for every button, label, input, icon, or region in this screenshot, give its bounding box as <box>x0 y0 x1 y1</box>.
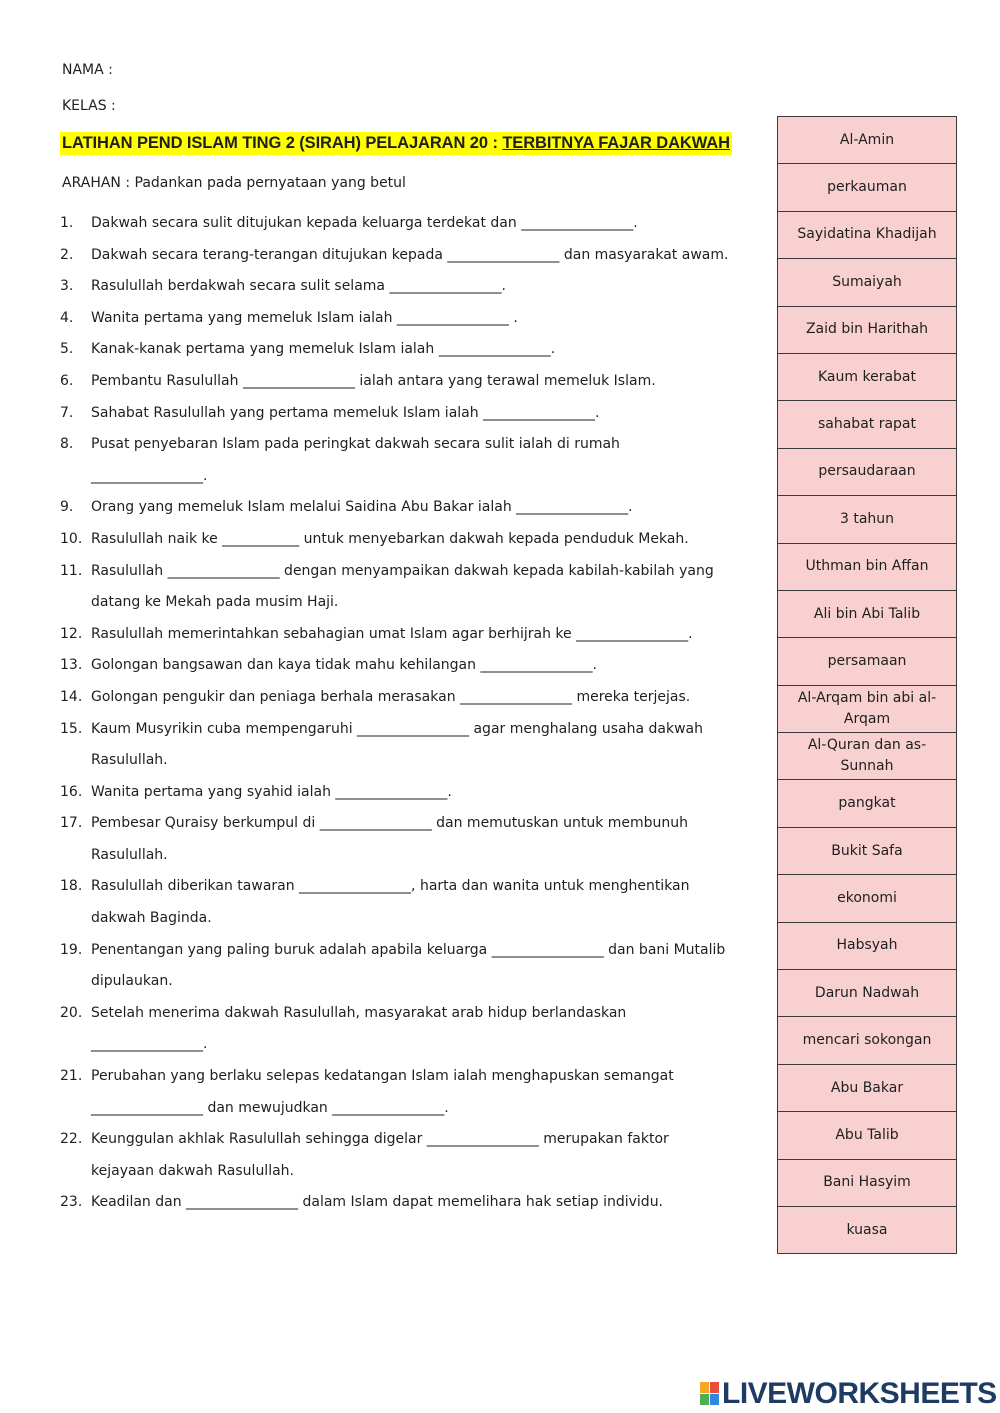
liveworksheets-logo-icon <box>700 1382 720 1406</box>
question-number: 23. <box>60 1194 83 1211</box>
question-line: dipulaukan. <box>91 973 173 990</box>
question-line: Keunggulan akhlak Rasulullah sehingga digelar ________________ merupakan faktor <box>91 1131 669 1148</box>
question-item <box>60 1124 760 1187</box>
question-number: 18. <box>60 878 83 895</box>
question-line: Sahabat Rasulullah yang pertama memeluk Islam ialah ________________. <box>91 404 600 421</box>
question-text <box>91 682 760 714</box>
question-number: 2. <box>60 246 74 263</box>
word-bank-item[interactable]: Ali bin Abi Talib <box>778 591 956 638</box>
question-line: Setelah menerima dakwah Rasulullah, masyarakat arab hidup berlandaskan <box>91 1004 627 1021</box>
question-line: Pusat penyebaran Islam pada peringkat dakwah secara sulit ialah di rumah <box>91 436 620 453</box>
word-bank-item[interactable]: Abu Talib <box>778 1112 956 1159</box>
question-text <box>91 998 760 1061</box>
word-bank-item[interactable]: Al-Quran dan as-Sunnah <box>778 733 956 780</box>
question-number: 4. <box>60 309 74 326</box>
instructions: ARAHAN : Padankan pada pernyataan yang betul <box>62 175 406 191</box>
question-line: Kanak-kanak pertama yang memeluk Islam ialah ________________. <box>91 341 556 358</box>
question-item <box>60 1061 760 1124</box>
question-line: Golongan bangsawan dan kaya tidak mahu kehilangan ________________. <box>91 657 597 674</box>
word-bank-item[interactable]: persamaan <box>778 638 956 685</box>
liveworksheets-logo <box>700 1377 997 1411</box>
title-main: LATIHAN PEND ISLAM TING 2 (SIRAH) PELAJARAN 20 : <box>62 134 503 152</box>
question-line: Golongan pengukir dan peniaga berhala merasakan ________________ mereka terjejas. <box>91 688 691 705</box>
question-text <box>91 777 760 809</box>
word-bank-item[interactable]: Sumaiyah <box>778 259 956 306</box>
word-bank-item[interactable]: ekonomi <box>778 875 956 922</box>
question-text <box>91 208 760 240</box>
question-item <box>60 998 760 1061</box>
question-number: 14. <box>60 688 83 705</box>
question-item <box>60 398 760 430</box>
word-bank-item[interactable]: perkauman <box>778 164 956 211</box>
question-text <box>91 871 760 934</box>
question-line: Keadilan dan ________________ dalam Islam dapat memelihara hak setiap individu. <box>91 1194 664 1211</box>
question-text <box>91 334 760 366</box>
question-line: Wanita pertama yang syahid ialah ________________. <box>91 783 452 800</box>
question-text <box>91 1187 760 1219</box>
question-line: Orang yang memeluk Islam melalui Saidina Abu Bakar ialah ________________. <box>91 499 633 516</box>
question-item <box>60 240 760 272</box>
word-bank <box>777 116 957 1254</box>
question-line: Rasulullah berdakwah secara sulit selama ________________. <box>91 278 506 295</box>
question-number: 15. <box>60 720 83 737</box>
question-item <box>60 303 760 335</box>
question-line: Dakwah secara sulit ditujukan kepada keluarga terdekat dan ________________. <box>91 215 638 231</box>
question-number: 5. <box>60 341 74 358</box>
question-item <box>60 682 760 714</box>
question-item <box>60 271 760 303</box>
question-text <box>91 366 760 398</box>
question-item <box>60 619 760 651</box>
question-text <box>91 935 760 998</box>
logo-text: LIVEWORKSHEETS <box>722 1377 997 1410</box>
question-number: 3. <box>60 278 74 295</box>
question-text <box>91 398 760 430</box>
word-bank-item[interactable]: persaudaraan <box>778 449 956 496</box>
question-line: Rasulullah diberikan tawaran ________________, harta dan wanita untuk menghentikan <box>91 878 690 895</box>
question-item <box>60 492 760 524</box>
question-item <box>60 935 760 998</box>
question-number: 13. <box>60 657 83 674</box>
question-number: 19. <box>60 941 83 958</box>
question-number: 17. <box>60 815 83 832</box>
question-line: Pembesar Quraisy berkumpul di ________________ dan memutuskan untuk membunuh <box>91 815 689 832</box>
word-bank-item[interactable]: Zaid bin Harithah <box>778 307 956 354</box>
question-line: Rasulullah. <box>91 846 168 863</box>
question-line: Rasulullah memerintahkan sebahagian umat Islam agar berhijrah ke ________________. <box>91 625 693 642</box>
question-number: 16. <box>60 783 83 800</box>
question-item <box>60 524 760 556</box>
word-bank-item[interactable]: pangkat <box>778 780 956 827</box>
question-item <box>60 871 760 934</box>
question-line: Rasulullah naik ke ___________ untuk menyebarkan dakwah kepada penduduk Mekah. <box>91 530 689 547</box>
question-text <box>91 556 760 619</box>
kelas-label: KELAS : <box>62 98 116 114</box>
word-bank-item[interactable]: Bukit Safa <box>778 828 956 875</box>
question-text <box>91 1061 760 1124</box>
question-line: dakwah Baginda. <box>91 910 212 927</box>
question-line: Rasulullah. <box>91 752 168 769</box>
word-bank-item[interactable]: 3 tahun <box>778 496 956 543</box>
worksheet-title <box>60 132 732 155</box>
question-line: Pembantu Rasulullah ________________ ialah antara yang terawal memeluk Islam. <box>91 372 656 389</box>
question-item <box>60 366 760 398</box>
word-bank-item[interactable]: Darun Nadwah <box>778 970 956 1017</box>
question-line: ________________. <box>91 1036 208 1053</box>
question-item <box>60 556 760 619</box>
question-line: ________________. <box>91 467 208 484</box>
question-item <box>60 808 760 871</box>
question-number: 1. <box>60 215 74 231</box>
question-text <box>91 492 760 524</box>
question-line: Kaum Musyrikin cuba mempengaruhi ________________ agar menghalang usaha dakwah <box>91 720 703 737</box>
word-bank-item[interactable]: Bani Hasyim <box>778 1160 956 1207</box>
question-item <box>60 429 760 492</box>
question-text <box>91 429 760 492</box>
question-number: 9. <box>60 499 74 516</box>
question-number: 20. <box>60 1004 83 1021</box>
question-number: 11. <box>60 562 83 579</box>
word-bank-item[interactable]: mencari sokongan <box>778 1017 956 1064</box>
question-item <box>60 208 760 240</box>
question-text <box>91 271 760 303</box>
question-line: Wanita pertama yang memeluk Islam ialah ________________ . <box>91 309 518 326</box>
question-line: Dakwah secara terang-terangan ditujukan kepada ________________ dan masyarakat awam. <box>91 246 729 263</box>
word-bank-item[interactable]: Habsyah <box>778 923 956 970</box>
word-bank-item[interactable]: kuasa <box>778 1207 956 1254</box>
question-line: ________________ dan mewujudkan ________________. <box>91 1099 449 1116</box>
question-text <box>91 650 760 682</box>
question-line: Penentangan yang paling buruk adalah apabila keluarga ________________ dan bani Mutalib <box>91 941 726 958</box>
question-item <box>60 1187 760 1219</box>
word-bank-item[interactable]: Sayidatina Khadijah <box>778 212 956 259</box>
question-number: 12. <box>60 625 83 642</box>
question-text <box>91 303 760 335</box>
nama-label: NAMA : <box>62 62 113 78</box>
question-item <box>60 714 760 777</box>
word-bank-item[interactable]: Kaum kerabat <box>778 354 956 401</box>
question-number: 10. <box>60 530 83 547</box>
question-number: 6. <box>60 372 74 389</box>
question-number: 8. <box>60 436 74 453</box>
word-bank-item[interactable]: Al-Amin <box>778 117 956 164</box>
question-text <box>91 714 760 777</box>
question-line: Rasulullah ________________ dengan menyampaikan dakwah kepada kabilah-kabilah yang <box>91 562 714 579</box>
question-text <box>91 808 760 871</box>
word-bank-item[interactable]: Uthman bin Affan <box>778 544 956 591</box>
question-item <box>60 334 760 366</box>
question-number: 7. <box>60 404 74 421</box>
word-bank-item[interactable]: sahabat rapat <box>778 401 956 448</box>
question-item <box>60 650 760 682</box>
question-text <box>91 240 760 272</box>
question-line: kejayaan dakwah Rasulullah. <box>91 1162 294 1179</box>
question-text <box>91 524 760 556</box>
question-item <box>60 777 760 809</box>
word-bank-item[interactable]: Al-Arqam bin abi al-Arqam <box>778 686 956 733</box>
question-line: Perubahan yang berlaku selepas kedatangan Islam ialah menghapuskan semangat <box>91 1068 674 1085</box>
title-topic: TERBITNYA FAJAR DAKWAH <box>502 134 730 152</box>
question-number: 21. <box>60 1068 83 1085</box>
question-number: 22. <box>60 1131 83 1148</box>
question-text <box>91 1124 760 1187</box>
question-list <box>60 208 760 1219</box>
question-text <box>91 619 760 651</box>
word-bank-item[interactable]: Abu Bakar <box>778 1065 956 1112</box>
question-line: datang ke Mekah pada musim Haji. <box>91 594 339 611</box>
